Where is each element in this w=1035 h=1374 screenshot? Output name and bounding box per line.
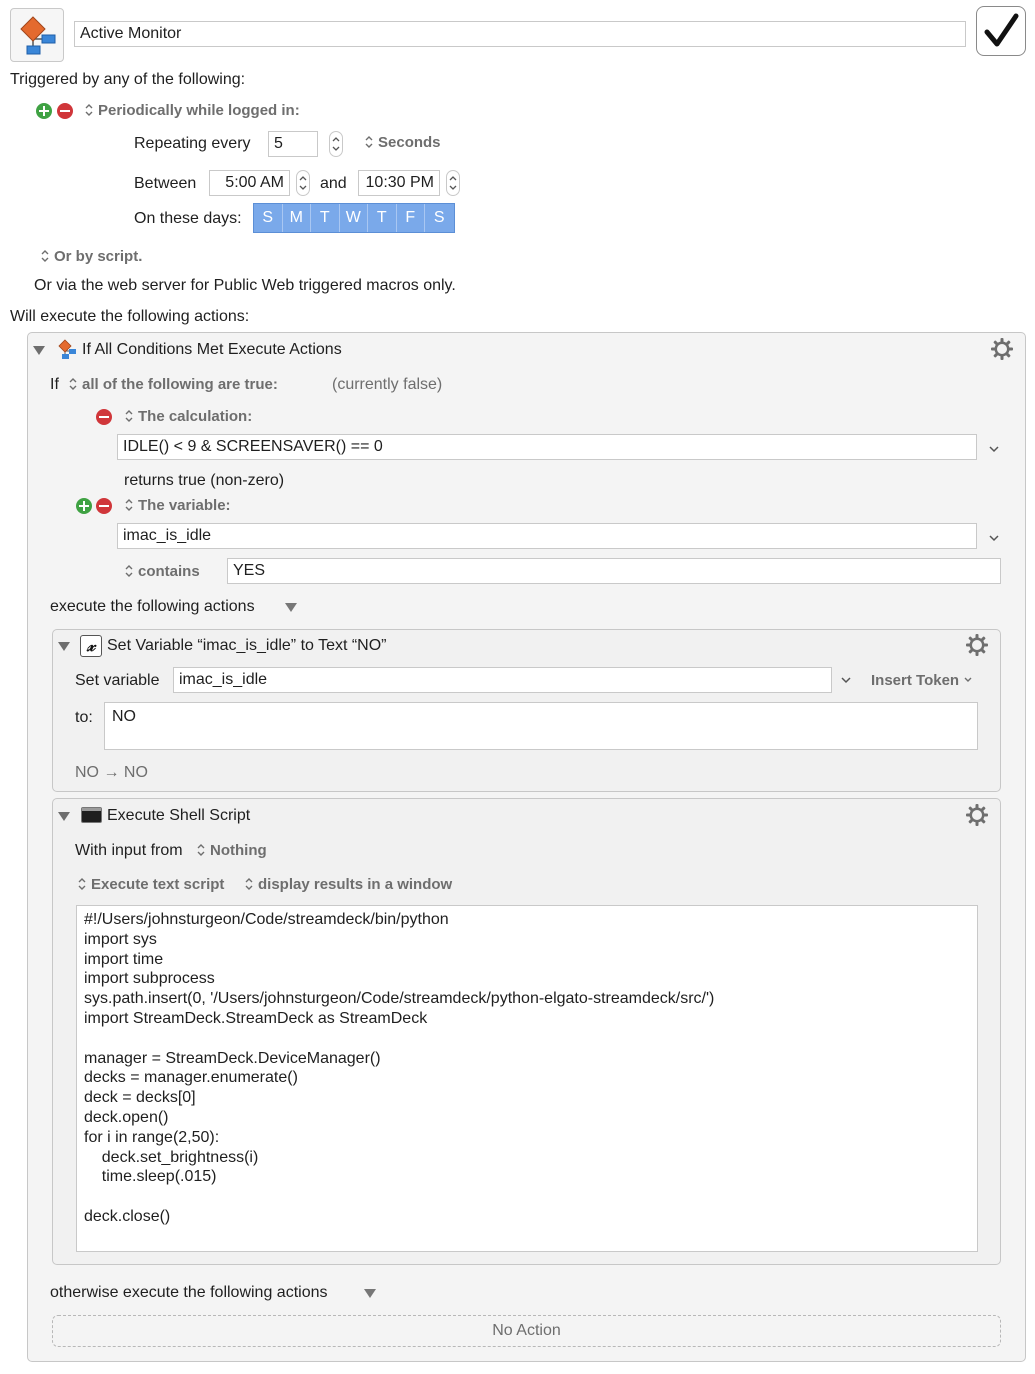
variable-x-icon: 𝓍 [80,635,102,657]
updown-chevron-icon [364,135,374,149]
day-wednesday[interactable]: W [340,204,369,232]
repeating-label: Repeating every [134,135,251,152]
no-action-placeholder[interactable] [52,1315,1001,1347]
condition-mode-popup[interactable]: all of the following are true: [68,375,278,395]
updown-chevron-icon [124,498,134,512]
script-mode-popup[interactable]: Execute text script [77,875,224,895]
start-time-stepper[interactable] [296,170,310,196]
macro-name-field[interactable]: Active Monitor [74,21,966,47]
end-time-stepper[interactable] [446,170,460,196]
add-trigger-button[interactable] [36,103,52,119]
add-condition-button[interactable] [76,498,92,514]
updown-chevron-icon [68,377,78,391]
web-server-note: Or via the web server for Public Web triggered macros only. [34,277,456,294]
and-label: and [320,175,347,192]
chevron-down-icon[interactable] [988,534,1000,542]
otherwise-actions-label: otherwise execute the following actions [50,1284,328,1301]
calculation-field[interactable]: IDLE() < 9 & SCREENSAVER() == 0 [117,434,977,460]
weekday-selector [253,203,455,233]
gear-icon[interactable] [965,803,989,827]
updown-chevron-icon [84,103,94,117]
terminal-icon [81,807,102,823]
disclosure-triangle-icon[interactable] [33,346,45,355]
repeat-interval-field[interactable]: 5 [268,131,318,157]
insert-token-menu[interactable]: Insert Token [871,671,973,691]
updown-chevron-icon [196,843,206,857]
chevron-down-icon[interactable] [840,676,852,684]
if-action-title[interactable]: If All Conditions Met Execute Actions [82,341,342,358]
set-variable-label: Set variable [75,672,160,689]
no-action-label: No Action [492,1322,561,1339]
updown-chevron-icon [124,409,134,423]
variable-operator-popup[interactable]: contains [124,562,200,582]
output-mode-popup[interactable]: display results in a window [244,875,452,895]
remove-condition-button[interactable] [96,409,112,425]
condition-status: (currently false) [332,376,443,393]
shell-script-title[interactable]: Execute Shell Script [107,807,251,824]
otherwise-actions-menu-icon[interactable] [364,1289,376,1298]
script-editor[interactable]: #!/Users/johnsturgeon/Code/streamdeck/bin/python import sys import time import subprocess sys.path.insert(0, '/Users/johnsturgeon/Code/streamdeck/python-elgato-streamdeck/src/') import StreamDeck.StreamDeck as StreamDeck manager = StreamDeck.DeviceManager() decks = manager.enumerate() deck = decks[0] deck.open() for i in range(2,50): deck.set_brightness(i) time.sleep(.015) deck.close() [76,905,978,1252]
end-time-field[interactable]: 10:30 PM [358,170,440,196]
calculation-result: returns true (non-zero) [124,472,285,489]
updown-chevron-icon [244,877,254,891]
day-saturday[interactable]: S [425,204,454,232]
input-source-popup[interactable]: Nothing [196,841,267,861]
gear-icon[interactable] [965,633,989,657]
chevron-down-icon[interactable] [988,445,1000,453]
set-variable-name-field[interactable]: imac_is_idle [173,667,832,693]
to-label: to: [75,709,93,726]
disclosure-triangle-icon[interactable] [58,812,70,821]
checkmark-icon [977,7,1025,55]
actions-heading: Will execute the following actions: [10,308,250,325]
updown-chevron-icon [77,877,87,891]
updown-chevron-icon [40,249,50,263]
if-label: If [50,376,59,393]
interval-unit-popup[interactable]: Seconds [364,133,441,153]
set-variable-title[interactable]: Set Variable “imac_is_idle” to Text “NO” [107,637,387,654]
condition-value-field[interactable]: YES [227,558,1001,584]
day-tuesday[interactable]: T [311,204,340,232]
trigger-type-popup[interactable]: Periodically while logged in: [84,101,300,121]
chevron-down-icon [963,676,973,684]
if-action-icon [56,338,78,360]
or-by-script-popup[interactable]: Or by script. [40,247,142,267]
day-monday[interactable]: M [283,204,312,232]
day-thursday[interactable]: T [368,204,397,232]
remove-condition-button[interactable] [96,498,112,514]
macro-icon[interactable] [10,8,64,62]
repeat-interval-stepper[interactable] [329,131,343,157]
input-from-label: With input from [75,842,183,859]
day-sunday[interactable]: S [254,204,283,232]
set-variable-text-area[interactable]: NO [104,702,978,750]
calculation-condition-popup[interactable]: The calculation: [124,407,252,427]
disclosure-triangle-icon[interactable] [58,642,70,651]
condition-variable-field[interactable]: imac_is_idle [117,523,977,549]
set-variable-preview: NO → NO [75,764,148,781]
between-label: Between [134,175,197,192]
start-time-field[interactable]: 5:00 AM [209,170,290,196]
then-actions-menu-icon[interactable] [285,603,297,612]
updown-chevron-icon [124,564,134,578]
triggers-heading: Triggered by any of the following: [10,71,246,88]
then-actions-label: execute the following actions [50,598,255,615]
variable-condition-popup[interactable]: The variable: [124,496,231,516]
day-friday[interactable]: F [397,204,426,232]
gear-icon[interactable] [990,337,1014,361]
enable-checkbox[interactable] [976,6,1026,56]
remove-trigger-button[interactable] [57,103,73,119]
days-label: On these days: [134,210,242,227]
